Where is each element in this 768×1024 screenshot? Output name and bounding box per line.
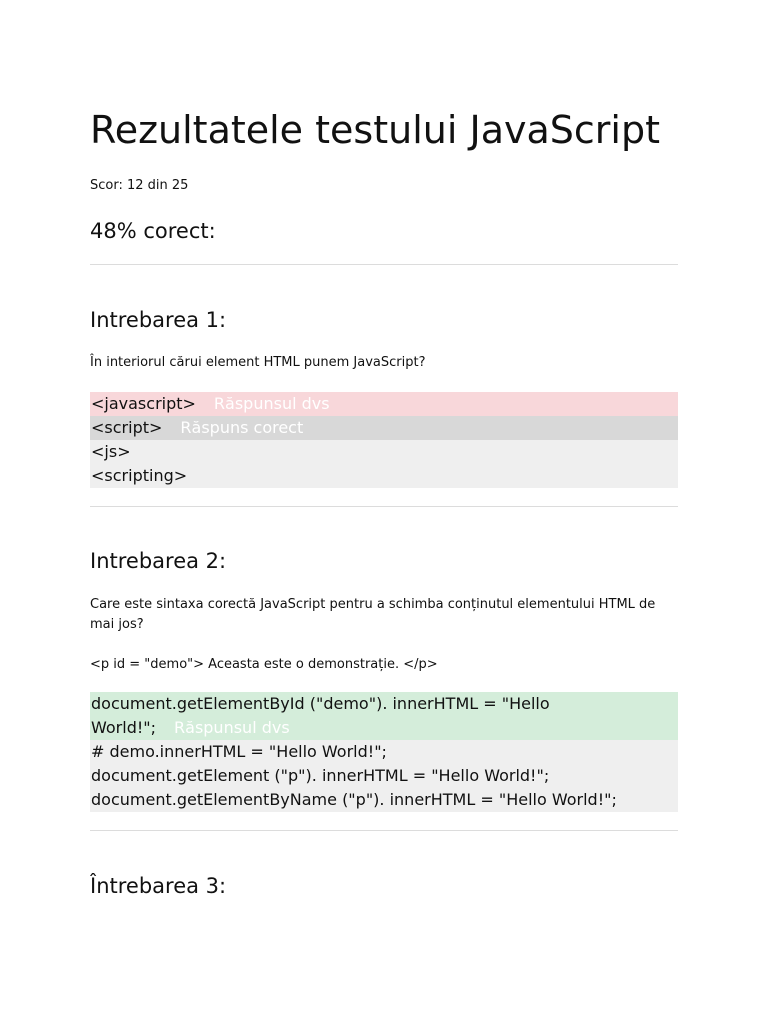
answer-option bbox=[90, 740, 678, 764]
correct-answer-tag: Răspuns corect bbox=[180, 418, 304, 437]
answer-text: <script> bbox=[91, 418, 163, 437]
question-2-code: <p id = "demo"> Aceasta este o demonstrație. </p> bbox=[90, 657, 438, 672]
answer-option bbox=[90, 440, 678, 464]
question-2-text: Care este sintaxa corectă JavaScript pentru a schimba conținutul elementului HTML de mai jos? bbox=[90, 597, 656, 632]
answer-text: <js> bbox=[91, 442, 131, 461]
question-1-text: În interiorul cărui element HTML punem JavaScript? bbox=[90, 355, 426, 370]
your-answer-tag: Răspunsul dvs bbox=[174, 718, 290, 737]
percent-correct: 48% corect: bbox=[90, 219, 216, 243]
question-1-heading: Intrebarea 1: bbox=[90, 308, 227, 332]
your-answer-tag: Răspunsul dvs bbox=[213, 394, 330, 413]
divider bbox=[90, 830, 678, 831]
answer-option bbox=[90, 464, 678, 488]
answer-text: # demo.innerHTML = "Hello World!"; bbox=[91, 742, 387, 761]
question-2-answers bbox=[90, 692, 678, 812]
answer-text: document.getElementByName ("p"). innerHTML = "Hello World!"; bbox=[91, 790, 617, 809]
answer-option bbox=[90, 692, 678, 740]
question-1-answers bbox=[90, 392, 678, 488]
page-title: Rezultatele testului JavaScript bbox=[90, 108, 660, 152]
answer-option bbox=[90, 392, 678, 416]
answer-option bbox=[90, 764, 678, 788]
answer-text: document.getElementById ("demo"). innerHTML = "Hello World!"; bbox=[91, 694, 550, 737]
answer-text: <javascript> bbox=[91, 394, 196, 413]
question-2-heading: Intrebarea 2: bbox=[90, 549, 227, 573]
answer-text: <scripting> bbox=[91, 466, 188, 485]
score-text: Scor: 12 din 25 bbox=[90, 178, 189, 193]
question-3-heading: Întrebarea 3: bbox=[90, 874, 227, 898]
divider bbox=[90, 506, 678, 507]
answer-option bbox=[90, 416, 678, 440]
divider bbox=[90, 264, 678, 265]
answer-text: document.getElement ("p"). innerHTML = "Hello World!"; bbox=[91, 766, 550, 785]
answer-option bbox=[90, 788, 678, 812]
